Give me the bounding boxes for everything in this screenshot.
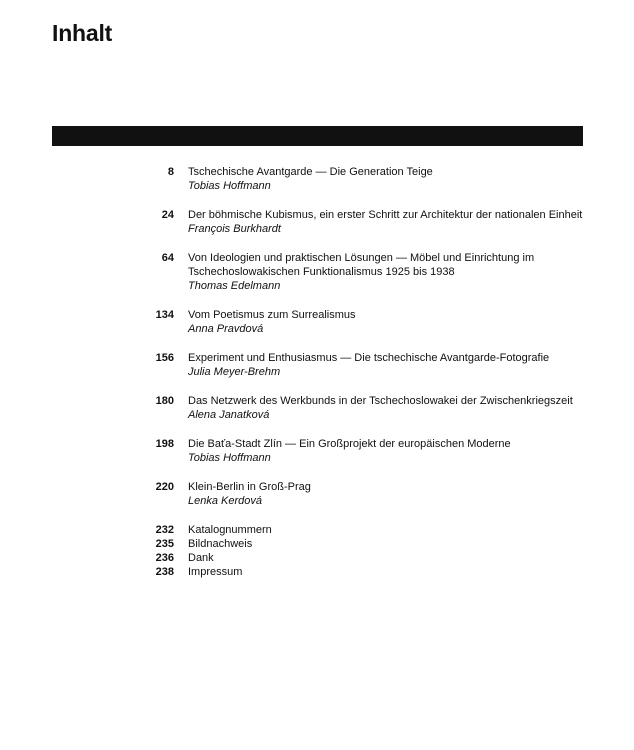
toc-entry-text	[188, 351, 588, 379]
toc-entry[interactable]	[130, 351, 590, 379]
toc-entry-title: Klein-Berlin in Groß-Prag	[188, 481, 311, 493]
page-title: Inhalt	[52, 20, 113, 46]
toc-appendix-entry[interactable]	[130, 551, 590, 565]
toc-page-number: 238	[155, 566, 174, 578]
toc-entry-author: Tobias Hoffmann	[188, 452, 271, 464]
toc-entry-title: Experiment und Enthusiasmus — Die tschechische Avantgarde-Fotografie	[188, 352, 550, 364]
toc-entry-author: Alena Janatková	[188, 409, 270, 421]
toc-entry-author: Thomas Edelmann	[188, 280, 281, 292]
toc-entry[interactable]	[130, 165, 590, 193]
toc-entry[interactable]	[130, 251, 590, 293]
toc-page-number: 220	[155, 481, 174, 493]
toc-page-number: 232	[155, 524, 174, 536]
toc-page-number: 8	[167, 166, 174, 178]
toc-page-number: 156	[155, 352, 174, 364]
toc-page-number: 134	[155, 309, 174, 321]
toc-entry-text	[188, 437, 588, 465]
toc-entry-text	[188, 251, 588, 293]
toc-appendix-entry[interactable]	[130, 523, 590, 537]
toc-entry-author: Tobias Hoffmann	[188, 180, 271, 192]
toc-entry-text	[188, 523, 588, 537]
toc-entry-title: Bildnachweis	[188, 538, 253, 550]
toc-entry-author: Anna Pravdová	[188, 323, 264, 335]
toc-page-number: 235	[155, 538, 174, 550]
toc-entry[interactable]	[130, 308, 590, 336]
toc-entry-author: François Burkhardt	[188, 223, 281, 235]
toc-entry-text	[188, 537, 588, 551]
toc-page-number: 24	[161, 209, 174, 221]
toc-entry-author: Julia Meyer-Brehm	[188, 366, 281, 378]
toc-entry-title: Impressum	[188, 566, 243, 578]
toc-entry-text	[188, 165, 588, 193]
toc-entry[interactable]	[130, 208, 590, 236]
toc-entry-text	[188, 208, 588, 236]
toc-entry-text	[188, 551, 588, 565]
toc-page-number: 180	[155, 395, 174, 407]
header-rule-bar	[52, 126, 583, 146]
toc-entry-text	[188, 394, 588, 422]
toc-entry-title: Katalognummern	[188, 524, 272, 536]
toc-entry-title: Vom Poetismus zum Surrealismus	[188, 309, 356, 321]
toc-entry-author: Lenka Kerdová	[188, 495, 262, 507]
toc-entry-title: Dank	[188, 552, 214, 564]
toc-entry-text	[188, 565, 588, 579]
table-of-contents	[130, 165, 590, 579]
toc-page-number: 64	[161, 252, 174, 264]
toc-appendix-entry[interactable]	[130, 565, 590, 579]
toc-entry-text	[188, 480, 588, 508]
toc-entry[interactable]	[130, 480, 590, 508]
toc-entry-title: Das Netzwerk des Werkbunds in der Tschechoslowakei der Zwischenkriegszeit	[188, 395, 573, 407]
toc-entry[interactable]	[130, 394, 590, 422]
toc-page-number: 236	[155, 552, 174, 564]
toc-entry-title: Tschechische Avantgarde — Die Generation Teige	[188, 166, 433, 178]
toc-appendix-entry[interactable]	[130, 537, 590, 551]
toc-entry-title: Die Baťa-Stadt Zlín — Ein Großprojekt der europäischen Moderne	[188, 438, 511, 450]
toc-entry-title: Von Ideologien und praktischen Lösungen — Möbel und Einrichtung im Tschechoslowakischen Funktionalismus 1925 bis 1938	[188, 252, 535, 278]
toc-entry-title: Der böhmische Kubismus, ein erster Schritt zur Architektur der nationalen Einheit	[188, 209, 583, 221]
toc-entry-text	[188, 308, 588, 336]
toc-page-number: 198	[155, 438, 174, 450]
toc-entry[interactable]	[130, 437, 590, 465]
